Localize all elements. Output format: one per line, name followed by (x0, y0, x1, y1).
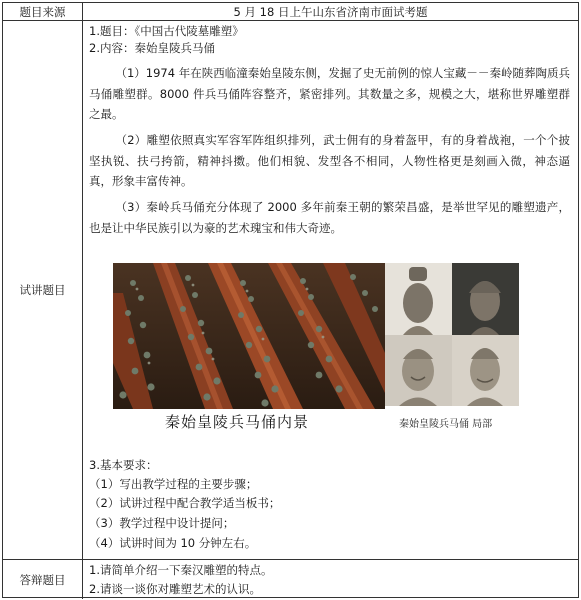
caption-faces-photo: 秦始皇陵兵马俑 局部 (399, 419, 493, 430)
lecture-content (83, 21, 578, 559)
defense-question: 1.请简单介绍一下秦汉雕塑的特点。 (89, 563, 273, 577)
defense-content (83, 560, 578, 599)
requirement-item: （4）试讲时间为 10 分钟左右。 (89, 536, 257, 550)
paragraph-3: （3）秦岭兵马俑充分体现了 2000 多年前秦王朝的繁荣昌盛，是举世罕见的雕塑遗产，也是让中华民族引以为豪的艺术瑰宝和伟大奇迹。 (89, 200, 570, 235)
source-value (83, 3, 578, 20)
requirement-item: （1）写出教学过程的主要步骤； (89, 477, 258, 491)
terracotta-pit-photo (113, 263, 385, 409)
source-row (3, 3, 578, 21)
exam-question-table (2, 2, 579, 598)
source-value-text: 5 月 18 日上午山东省济南市面试考题 (233, 4, 428, 19)
requirements-title: 3.基本要求： (89, 458, 158, 472)
source-label: 题目来源 (3, 3, 83, 20)
requirement-item: （3）教学过程中设计提问； (89, 516, 235, 530)
requirement-item: （2）试讲过程中配合教学适当板书； (89, 496, 281, 510)
lecture-content-line: 2.内容：秦始皇陵兵马俑 (89, 41, 215, 55)
paragraph-1: （1）1974 年在陕西临潼秦始皇陵东侧，发掘了史无前例的惊人宝藏－－秦岭随葬陶质兵马俑雕塑群。8000 件兵马俑阵容整齐，紧密排列。其数量之多，规模之大，堪称世界雕塑群之最。 (89, 66, 570, 121)
lecture-label: 试讲题目 (3, 21, 83, 559)
figure-group (113, 263, 518, 429)
lecture-row (3, 21, 578, 560)
defense-question: 2.请谈一谈你对雕塑艺术的认识。 (89, 582, 261, 596)
terracotta-faces-photo (385, 263, 519, 406)
paragraph-2: （2）雕塑依照真实军容军阵组织排列，武士佣有的身着盔甲，有的身着战袍，一个个披坚执锐、扶弓挎箭，精神抖擞。他们相貌、发型各不相同，人物性格更是刻画入微，神态逼真，形象丰富传神。 (89, 133, 570, 188)
lecture-title-line: 1.题目：《中国古代陵墓雕塑》 (89, 24, 244, 38)
defense-row (3, 560, 578, 599)
caption-main-photo: 秦始皇陵兵马俑内景 (165, 413, 310, 431)
defense-label: 答辩题目 (3, 560, 83, 599)
